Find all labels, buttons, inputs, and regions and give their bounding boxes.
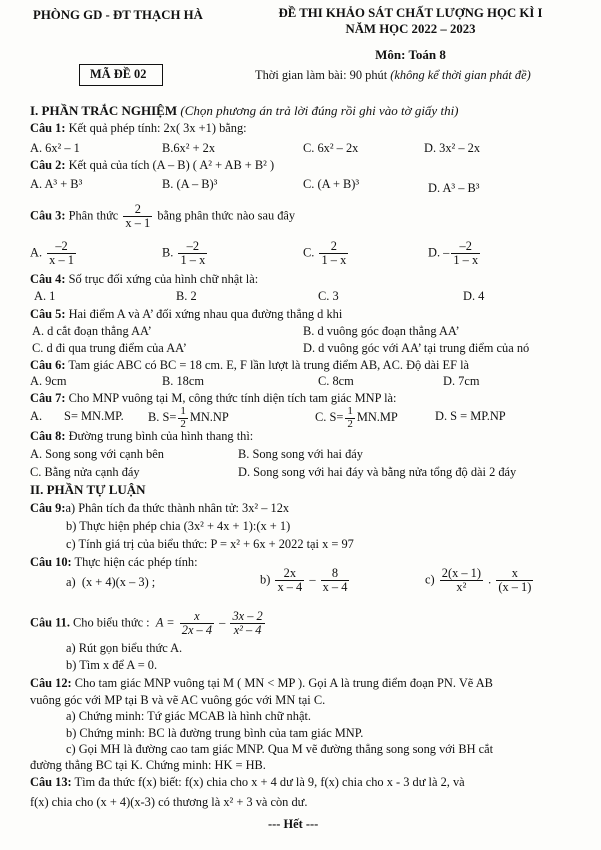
part1-heading: I. PHẦN TRẮC NGHIỆM (Chọn phương án trả lời đúng rồi ghi vào tờ giấy thi) [30,103,459,118]
q5-c: C. d đi qua trung điểm của AA’ [32,341,187,355]
q12-b: b) Chứng minh: BC là đường trung bình của tam giác MNP. [66,726,364,740]
q10-a: a) (x + 4)(x – 3) ; [66,575,156,589]
q1: Câu 1: Kết quả phép tính: 2x( 3x +1) bằng: [30,121,247,135]
department: PHÒNG GD - ĐT THẠCH HÀ [33,8,203,22]
q13-line2: f(x) chia cho (x + 4)(x-3) có thương là x² + 3 và còn dư. [30,795,308,809]
exam-code: MÃ ĐỀ 02 [90,67,147,81]
q12-line1: Câu 12: Cho tam giác MNP vuông tại M ( MN < MP ). Gọi A là trung điểm đoạn PN. Vẽ AB [30,676,493,690]
q2-c: C. (A + B)³ [303,177,360,191]
q10: Câu 10: Thực hiện các phép tính: [30,555,198,569]
q11-a: a) Rút gọn biểu thức A. [66,641,183,655]
q4: Câu 4: Số trục đối xứng của hình chữ nhật là: [30,272,259,286]
q8-a: A. Song song với cạnh bên [30,447,164,461]
q2-d: D. A³ – B³ [428,181,480,195]
q7-b: B. S= $\frac{1}{2}$ MN.NP [148,405,229,430]
q10-c: c) $\frac{2(x - 1)}{\text{x²}}$ . $\frac{x}{(x - 1)}$ [425,566,532,595]
q1-d: D. 3x² – 2x [424,141,481,155]
q1-a: A. 6x² – 1 [30,141,80,155]
q12-line2: vuông góc với MP tại B và vẽ AC vuông góc với MN tại C. [30,693,326,707]
q9-c: c) Tính giá trị của biểu thức: P = x² + 6x + 2022 tại x = 97 [66,537,354,551]
q3-a: A. $\frac{-2}{x - 1}$ [30,239,74,268]
q6-b: B. 18cm [162,374,204,388]
q3-d: D. – $\frac{-2}{1 - x}$ [428,239,479,268]
q4-d: D. 4 [463,289,485,303]
q3-c: C. $\frac{2}{1 - x}$ [303,239,347,268]
q8-c: C. Bằng nửa cạnh đáy [30,465,140,479]
q11-b: b) Tìm x để A = 0. [66,658,158,672]
q8-d: D. Song song với hai đáy và bằng nửa tổng độ dài 2 đáy [238,465,517,479]
q1-b: B.6x² + 2x [162,141,216,155]
q13-line1: Câu 13: Tìm đa thức f(x) biết: f(x) chia cho x + 4 dư là 9, f(x) chia cho x - 3 dư là 2, và [30,775,465,789]
q11: Câu 11. Cho biểu thức : A = $\frac{x}{2x - 4}$ – $\frac{3x - 2}{\text{x² – 4}}$ [30,609,263,638]
q2-b: B. (A – B)³ [162,177,218,191]
q2: Câu 2: Kết quả của tích (A – B) ( A² + AB + B² ) [30,158,275,172]
q1-c: C. 6x² – 2x [303,141,359,155]
subject: Môn: Toán 8 [375,47,446,62]
q8-b: B. Song song với hai đáy [238,447,363,461]
q6-d: D. 7cm [443,374,480,388]
part2-heading: II. PHẦN TỰ LUẬN [30,482,146,497]
q9-b: b) Thực hiện phép chia (3x² + 4x + 1):(x + 1) [66,519,291,533]
q10-b: b) $\frac{2x}{x - 4}$ – $\frac{8}{x - 4}$ [260,566,348,595]
q5-b: B. d vuông góc đoạn thẳng AA’ [303,324,460,338]
q12-a: a) Chứng minh: Tứ giác MCAB là hình chữ nhật. [66,709,311,723]
q4-b: B. 2 [176,289,197,303]
exam-title: ĐỀ THI KHẢO SÁT CHẤT LƯỢNG HỌC KÌ I [278,6,543,20]
q5: Câu 5: Hai điểm A và A’ đối xứng nhau qua đường thẳng d khi [30,307,343,321]
q6-a: A. 9cm [30,374,67,388]
q6-c: C. 8cm [318,374,354,388]
q3-b: B. $\frac{-2}{1 - x}$ [162,239,206,268]
q5-d: D. d vuông góc với AA’ tại trung điểm của nó [303,341,530,355]
q6: Câu 6: Tam giác ABC có BC = 18 cm. E, F lần lượt là trung điểm AB, AC. Độ dài EF là [30,358,470,372]
q7-c: C. S= $\frac{1}{2}$ MN.MP [315,405,398,430]
q4-a: A. 1 [34,289,56,303]
exam-time: Thời gian làm bài: 90 phút (không kể thời gian phát đề) [255,68,531,82]
q7: Câu 7: Cho MNP vuông tại M, công thức tính diện tích tam giác MNP là: [30,391,397,405]
q12-c2: đường thẳng BC tại K. Chứng minh: HK = HB. [30,758,266,772]
q7-a: A. S= MN.MP. [30,409,124,423]
q7-d: D. S = MP.NP [435,409,506,423]
q12-c1: c) Gọi MH là đường cao tam giác MNP. Qua M vẽ đường thẳng song song với BH cắt [66,742,494,756]
q3: Câu 3: Phân thức $\frac{2}{x - 1}$ bằng phân thức nào sau đây [30,202,296,231]
q4-c: C. 3 [318,289,339,303]
q5-a: A. d cắt đoạn thẳng AA’ [32,324,152,338]
q9-a: Câu 9:a) Phân tích đa thức thành nhân tử: 3x² – 12x [30,501,290,515]
school-year: NĂM HỌC 2022 – 2023 [345,22,476,36]
q2-a: A. A³ + B³ [30,177,83,191]
end-mark: --- Hết --- [268,817,319,831]
q8: Câu 8: Đường trung bình của hình thang thì: [30,429,254,443]
